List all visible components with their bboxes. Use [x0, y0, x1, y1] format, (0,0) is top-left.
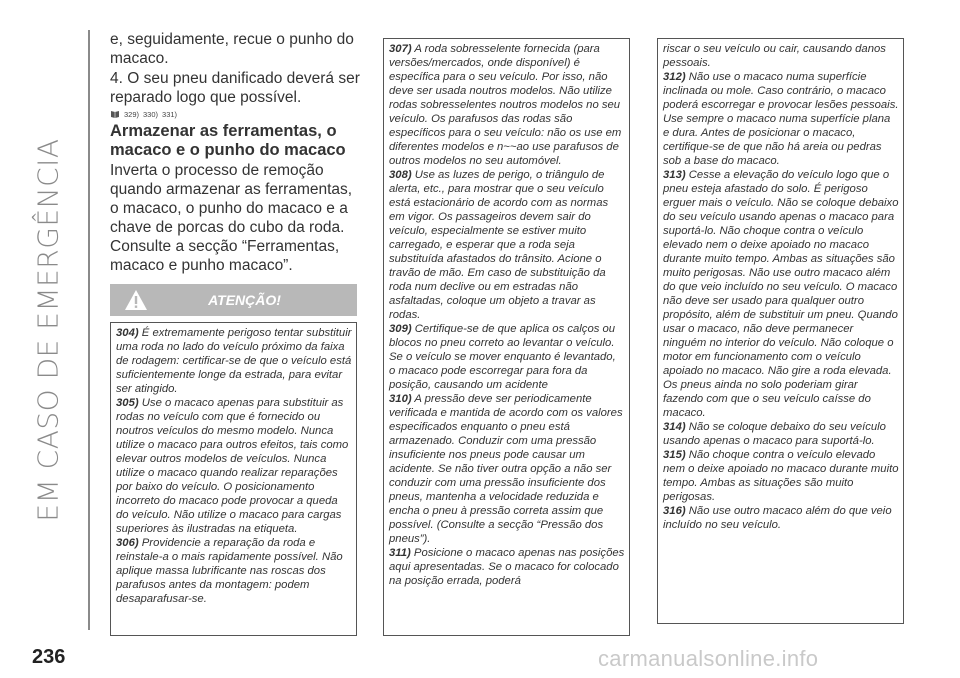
note-number: 305) [116, 397, 139, 409]
chapter-side-title: EM CASO DE EMERGÊNCIA [31, 138, 65, 522]
note-number: 304) [116, 327, 139, 339]
note-number: 307) [389, 43, 412, 55]
note-text: É extremamente perigoso tentar substituir uma roda no lado do veículo próximo da faixa de rodagem: certificar-se de que o veículo está suficientemente longe da estrada, para evitar ser atingido. [116, 327, 352, 395]
note-number: 306) [116, 537, 139, 549]
note-number: 315) [663, 449, 686, 461]
note-item [389, 546, 625, 588]
note-number: 311) [389, 547, 411, 559]
note-item [663, 168, 899, 420]
paragraph-inverta: Inverta o processo de remoção quando armazenar as ferramentas, o macaco, o punho do macaco e a chave de porcas do cubo da roda. Consulte a secção “Ferramentas, macaco e punho macaco”. [110, 162, 353, 274]
note-item [116, 396, 352, 536]
note-item [389, 392, 625, 546]
note-number: 316) [663, 505, 686, 517]
note-text: Posicione o macaco apenas nas posições aqui apresentadas. Se o macaco for colocado na posição errada, poderá [389, 547, 625, 587]
note-text: Providencie a reparação da roda e reinstale-a o mais rapidamente possível. Não aplique massa lubrificante nas roscas dos parafusos antes da montagem: podem desaparafusar-se. [116, 537, 343, 605]
side-divider [88, 30, 90, 630]
note-item [389, 168, 625, 322]
paragraph-recue: e, seguidamente, recue o punho do macaco. [110, 31, 354, 67]
warning-notes-2 [384, 39, 629, 588]
section-title: Armazenar as ferramentas, o macaco e o punho do macaco [110, 122, 346, 159]
note-item [663, 420, 899, 448]
warning-notes-1 [111, 323, 356, 606]
body-text [110, 30, 360, 107]
note-text: Não use o macaco numa superfície inclinada ou mole. Caso contrário, o macaco poderá escorregar e provocar lesões pessoais. Use sempre o macaco numa superfície plana e dura. Antes de posicionar o macaco, certifique-se de que não há areia ou pedras sob a base do macaco. [663, 71, 899, 167]
watermark: carmanualsonline.info [598, 646, 819, 671]
note-number: 309) [389, 323, 412, 335]
ref-330: 330) [143, 109, 159, 119]
ref-329: 329) [124, 109, 140, 119]
note-text: Certifique-se de que aplica os calços ou blocos no pneu correto ao levantar o veículo. Se o veículo se mover enquanto é levantado, o macaco pode escorregar para fora da posição, causando um acidente [389, 323, 616, 391]
note-number: 313) [663, 169, 686, 181]
warning-box-2 [383, 38, 630, 636]
note-text: Não choque contra o veículo elevado nem o deixe apoiado no macaco durante muito tempo. Ambas as situações são muito perigosas. [663, 449, 899, 503]
note-item [663, 448, 899, 504]
note-item [389, 322, 625, 392]
note-item [663, 70, 899, 168]
note-continuation: riscar o seu veículo ou cair, causando danos pessoais. [663, 43, 886, 69]
note-number: 310) [389, 393, 412, 405]
note-text: A roda sobresselente fornecida (para versões/mercados, onde disponível) é específica para o seu veículo. Por isso, não deve ser usada noutros modelos. Não utilize rodas sobresselentes noutros modelos no seu veículo. Os parafusos das rodas são específicos para o seu veículo: não os use em diferentes modelos e n~~ao use parafusos de outros modelos no seu automóvel. [389, 43, 622, 167]
warning-box-3 [657, 38, 904, 624]
paragraph-pneu-danificado: 4. O seu pneu danificado deverá ser reparado logo que possível. [110, 70, 360, 106]
reference-marks [110, 109, 360, 119]
note-number: 308) [389, 169, 412, 181]
note-text: Use o macaco apenas para substituir as rodas no veículo com que é fornecido ou noutros veículos do mesmo modelo. Nunca utilize o macaco para outros efeitos, tais como elevar outros modelos de veículos. Nunca utilize o macaco quando realizar reparações por baixo do veículo. O posicionamento incorreto do macaco pode provocar a queda do veículo. Não utilize o macaco para cargas superiores às ilustradas na etiqueta. [116, 397, 349, 535]
note-item [116, 536, 352, 606]
note-text: Não use outro macaco além do que veio incluído no seu veículo. [663, 505, 892, 531]
page-number: 236 [32, 646, 66, 668]
warning-header [110, 284, 357, 316]
note-text: Use as luzes de perigo, o triângulo de alerta, etc., para mostrar que o seu veículo está estacionário de acordo com as normas em vigor. Os passageiros devem sair do veículo, especialmente se estiver muito carregado, e esperar que a roda seja substituída afastados do trânsito. Acione o travão de mão. Em caso de substituição da roda num declive ou em estradas não asfaltadas, coloque um objeto a travar as rodas. [389, 169, 609, 321]
warning-box-1 [110, 322, 357, 636]
column-1 [110, 30, 360, 276]
note-item [663, 504, 899, 532]
note-number: 312) [663, 71, 686, 83]
warning-notes-3 [658, 39, 903, 532]
book-icon [110, 109, 120, 119]
note-item [116, 326, 352, 396]
note-text: A pressão deve ser periodicamente verificada e mantida de acordo com os valores especificados enquanto o pneu está armazenado. Conduzir com uma pressão insuficiente nos pneus pode causar um acidente. Se não tiver outra opção a não ser conduzir com uma pressão insuficiente dos pneus, mantenha a velocidade reduzida e encha o pneu à pressão correta assim que possível. (Consulte a secção “Pressão dos pneus”). [389, 393, 623, 545]
ref-331: 331) [162, 109, 178, 119]
note-text: Cesse a elevação do veículo logo que o pneu esteja afastado do solo. É perigoso erguer mais o veículo. Não se coloque debaixo do seu veículo usando apenas o macaco para suportá-lo. Não choque contra o veículo elevado nem o deixe apoiado no macaco durante muito tempo. Ambas as situações são muito perigosas. Não use outro macaco além do que veio incluído no seu veículo. O macaco não deve ser usado para qualquer outro propósito, além de substituir um pneu. Quando usar o macaco, não deve permanecer ninguém no interior do veículo. Não coloque o motor em funcionamento com o veículo apoiado no macaco. Não gire a roda elevada. Os pneus ainda no solo poderiam girar fazendo com que o seu veículo caísse do macaco. [663, 169, 899, 419]
note-item [389, 42, 625, 168]
note-number: 314) [663, 421, 686, 433]
warning-triangle-icon [124, 289, 148, 311]
note-text: Não se coloque debaixo do seu veículo usando apenas o macaco para suportá-lo. [663, 421, 886, 447]
warning-title: ATENÇÃO! [208, 292, 281, 308]
